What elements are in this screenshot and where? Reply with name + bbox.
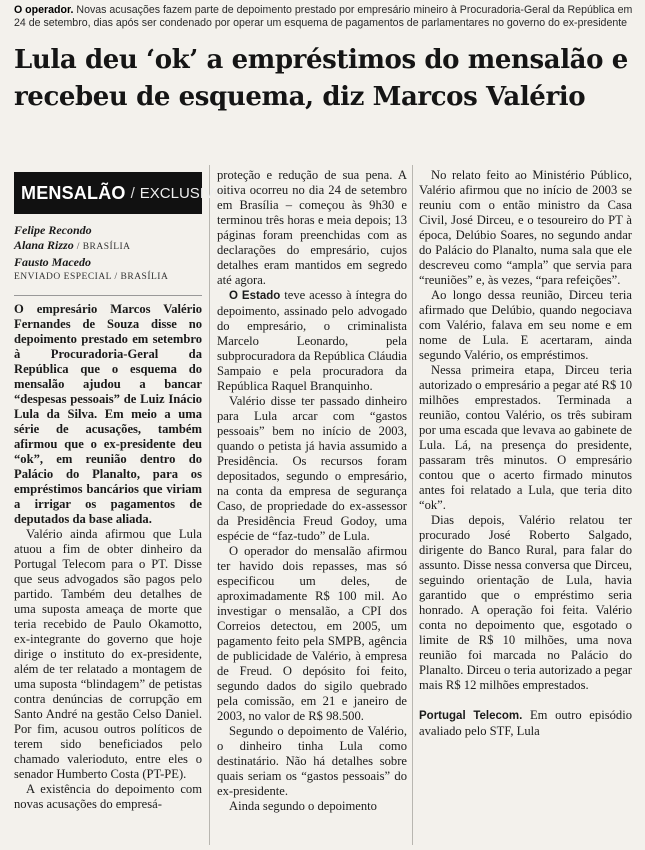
- author-place: / BRASÍLIA: [76, 242, 131, 252]
- body-paragraph-text: teve acesso à íntegra do depoimento, assinado pelo advogado do empresário, o criminalista Marcelo Leonardo, pela subprocuradora da República Cláudia Sampaio e pela procuradora da República Raquel Branquinho.: [217, 288, 407, 393]
- body-paragraph: Dias depois, Valério relatou ter procurado José Roberto Salgado, dirigente do Banco Rural, para falar do assunto. Disse nessa conversa que Dirceu, seguindo orientação de Lula, havia garantido que o empréstimo seria honrado. A operação foi feita. Valério conta no depoimento que, esgotado o limite de R$ 10 milhões, uma nova reunião foi marcada no Palácio do Planalto. Dirceu o teria autorizado a pegar mais R$ 12 milhões emprestados.: [419, 513, 632, 692]
- body-paragraph: Valério ainda afirmou que Lula atuou a fim de obter dinheiro da Portugal Telecom para o PT. Disse que seus advogados são pagos pelo partido. Também deu detalhes de uma suposta ameaça de morte que teria recebido de Paulo Okamotto, ex-integrante do governo que hoje dirige o instituto do ex-presidente, além de ter relatado a montagem de uma suposta “blindagem” de petistas contra denúncias de corrupção em Santo André na gestão Celso Daniel. Por fim, acusou outros políticos de terem sido beneficiados pelo chamado valerioduto, entre eles o senador Humberto Costa (PT-PE).: [14, 527, 202, 781]
- section-tag-separator: /: [130, 184, 135, 202]
- body-paragraph: [217, 288, 407, 394]
- body-paragraph: No relato feito ao Ministério Público, Valério afirmou que no início de 2003 se reuniu com o então ministro da Casa Civil, José Dirceu, e o tesoureiro do PT à época, Delúbio Soares, no segundo andar do Palácio do Planalto, numa sala que ele descreveu como “ampla” que servia para “reuniões” e, às vezes, “para refeições”.: [419, 168, 632, 287]
- newspaper-name: O Estado: [229, 290, 281, 302]
- deck: [14, 4, 634, 30]
- column-divider: [412, 165, 413, 845]
- author-name: Fausto Macedo: [14, 255, 92, 269]
- body-paragraph: Ao longo dessa reunião, Dirceu teria afirmado que Delúbio, quando negociava com Valério, falava em seu nome e em nome de Lula. E acertaram, ainda segundo Valério, os empréstimos.: [419, 288, 632, 362]
- author-name: Alana Rizzo: [14, 238, 74, 252]
- section-tag: [14, 172, 226, 214]
- column-1: [14, 168, 226, 812]
- section-tag-sub: EXCLUSIVO: [139, 184, 226, 202]
- author-role: ENVIADO ESPECIAL / BRASÍLIA: [14, 272, 169, 282]
- column-divider: [209, 165, 210, 845]
- byline: [14, 223, 202, 285]
- body-paragraph: Nessa primeira etapa, Dirceu teria autorizado o empresário a pegar até R$ 10 milhões emprestados. Terminada a reunião, contou Valério, os três subiram por uma escada que levava ao gabinete de Lula. Lá, na presença do presidente, passaram três minutos. O empresário contou que o acerto firmado minutos antes foi relatado a Lula, que teria dito “ok”.: [419, 363, 632, 512]
- byline-rule: [14, 295, 202, 296]
- lead-text: O empresário Marcos Valério Fernandes de Souza disse no depoimento prestado em setembro à Procuradoria-Geral da República que o esquema do mensalão ajudou a bancar “despesas pessoais” de Luiz Inácio Lula da Silva. Em meio a uma série de acusações, também afirmou que o ex-presidente deu “ok”, em reunião dentro do Palácio do Planalto, para os empréstimos bancários que viriam a irrigar os pagamentos de deputados da base aliada.: [14, 302, 202, 526]
- column-3: [419, 168, 632, 739]
- section-tag-main: MENSALÃO: [21, 182, 126, 203]
- body-paragraph: Ainda segundo o depoimento: [229, 799, 377, 813]
- headline: Lula deu ‘ok’ a empréstimos do mensalão e recebeu de esquema, diz Marcos Valério: [14, 45, 628, 112]
- body-paragraph: proteção e redução de sua pena. A oitiva ocorreu no dia 24 de setembro em Brasília – começou às 9h30 e terminou três horas e meia depois; 13 páginas foram preenchidas com as declarações do empresário, cujos detalhes eram mantidos em segredo até agora.: [217, 168, 407, 287]
- subhead: Portugal Telecom.: [419, 710, 523, 722]
- column-2: [217, 168, 407, 814]
- deck-kicker: O operador.: [14, 4, 74, 16]
- author-name: Felipe Recondo: [14, 223, 92, 237]
- body-paragraph: [419, 708, 632, 739]
- lead-paragraph: [14, 302, 202, 527]
- body-paragraph: Valério disse ter passado dinheiro para Lula arcar com “gastos pessoais” bem no início de 2003, quando o petista já havia assumido a Presidência. Os recursos foram depositados, segundo o empresário, na conta da empresa de segurança Caso, de propriedade do ex-assessor da Presidência Freud Godoy, uma espécie de “faz-tudo” de Lula.: [217, 394, 407, 543]
- body-paragraph-text: Em outro episódio avaliado pelo STF, Lula: [419, 708, 632, 738]
- body-paragraph: A existência do depoimento com novas acusações do empresá-: [14, 782, 202, 811]
- body-paragraph: Segundo o depoimento de Valério, o dinheiro tinha Lula como destinatário. Não há detalhes sobre quais seriam os “gastos pessoais” do ex-presidente.: [217, 724, 407, 798]
- deck-text: Novas acusações fazem parte de depoimento prestado por empresário mineiro à Procuradoria-Geral da República em 24 de setembro, dias após ser condenado por operar um esquema de pagamentos de parlamentares no governo do ex-presidente: [14, 4, 633, 29]
- body-paragraph: O operador do mensalão afirmou ter havido dois repasses, mas só especificou um deles, de aproximadamente R$ 100 mil. Ao investigar o mensalão, a CPI dos Correios detectou, em 2005, um pagamento feito pela SMPB, agência de publicidade de Valério, à empresa de Freud. O depósito foi feito, segundo dados do sigilo quebrado pela comissão, em 21 e janeiro de 2003, no valor de R$ 98.500.: [217, 544, 407, 723]
